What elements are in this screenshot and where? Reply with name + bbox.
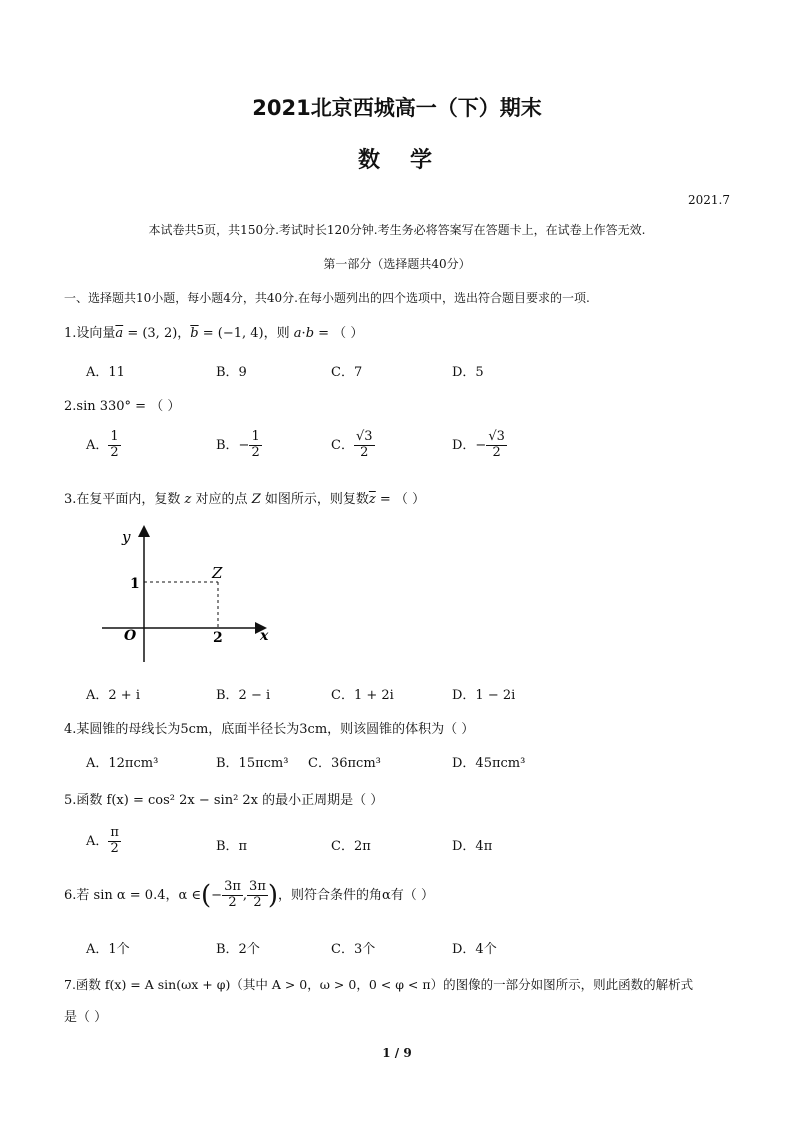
q1-stem-end: = （ ） bbox=[318, 326, 364, 341]
q1-option-c: C．7 bbox=[331, 365, 363, 380]
q5-option-b: B．π bbox=[216, 839, 248, 854]
x-axis-label: x bbox=[260, 628, 269, 644]
question-3-stem: 3.在复平面内，复数 z 对应的点 Z 如图所示，则复数$\overline{z}$ = （ ） bbox=[64, 492, 426, 507]
page-number: 1 / 9 bbox=[382, 1046, 412, 1060]
q1-option-b: B．9 bbox=[216, 365, 247, 380]
exam-title: 2021北京西城高一（下）期末 bbox=[252, 96, 542, 120]
q5-option-a: A． $\frac{\pi}{2}$ bbox=[86, 825, 119, 856]
q5-option-d: D．4π bbox=[452, 839, 493, 854]
q6-option-a: A．1个 bbox=[86, 942, 130, 957]
q1-option-a: A．11 bbox=[86, 365, 125, 380]
question-6-stem: 6.若 sin α = 0.4，α ∈(− $\frac{3\pi}{2}$ , $\frac{3\pi}{2}$ )，则符合条件的角α有（ ） bbox=[64, 879, 434, 911]
question-4-stem: 4.某圆锥的母线长为5cm，底面半径长为3cm，则该圆锥的体积为（ ） bbox=[64, 722, 475, 737]
q2-option-b: B．− $\frac{1}{2}$ bbox=[216, 429, 260, 460]
question-2-stem: 2.sin 330° = （ ） bbox=[64, 399, 181, 414]
subject-title: 数 学 bbox=[357, 148, 436, 173]
q1-option-d: D．5 bbox=[452, 365, 484, 380]
question-1-stem: 1.设向量$\overline{a} = (3$, 2)，$\overline{b} = (-1$, 4)，则 a·b = （ ） bbox=[64, 326, 364, 341]
exam-instructions: 本试卷共5页，共150分.考试时长120分钟.考生务必将答案写在答题卡上，在试卷上作答无效. bbox=[148, 223, 646, 237]
q1-stem-b: = (−1, 4)，则 bbox=[202, 326, 290, 341]
q2-option-c: C． $\frac{√3}{2}$ bbox=[331, 429, 373, 460]
part-heading: 第一部分（选择题共40分） bbox=[323, 257, 471, 271]
q4-option-b: B．15πcm³ bbox=[216, 756, 289, 771]
q3-option-c: C．1 + 2i bbox=[331, 688, 394, 703]
q2-option-d: D．− $\frac{√3}{2}$ bbox=[452, 429, 505, 460]
q4-option-d: D．45πcm³ bbox=[452, 756, 526, 771]
q3-option-b: B．2 − i bbox=[216, 688, 271, 703]
point-z-label: Z bbox=[212, 564, 223, 582]
y-tick-label: 1 bbox=[130, 576, 140, 592]
q5-option-c: C．2π bbox=[331, 839, 371, 854]
q6-option-d: D．4个 bbox=[452, 942, 497, 957]
section-heading: 一、选择题共10小题，每小题4分，共40分.在每小题列出的四个选项中，选出符合题目要求的一项. bbox=[64, 291, 590, 305]
q2-option-a: A． $\frac{1}{2}$ bbox=[86, 429, 119, 460]
question-5-stem: 5.函数 f(x) = cos² 2x − sin² 2x 的最小正周期是（ ） bbox=[64, 793, 384, 808]
q3-option-d: D．1 − 2i bbox=[452, 688, 516, 703]
exam-date: 2021.7 bbox=[688, 193, 730, 207]
question-7-stem-line1: 7.函数 f(x) = A sin(ωx + φ)（其中 A > 0，ω > 0，0 < φ < π）的图像的一部分如图所示，则此函数的解析式 bbox=[64, 977, 694, 992]
x-tick-label: 2 bbox=[213, 630, 223, 646]
q4-option-a: A．12πcm³ bbox=[86, 756, 159, 771]
q1-stem-a: = (3, 2)， bbox=[127, 326, 191, 341]
q4-option-c: C．36πcm³ bbox=[308, 756, 381, 771]
origin-label: O bbox=[124, 628, 137, 644]
q6-option-b: B．2个 bbox=[216, 942, 260, 957]
complex-plane-figure bbox=[96, 520, 286, 670]
q3-option-a: A．2 + i bbox=[86, 688, 140, 703]
q1-stem-pre: 1.设向量 bbox=[64, 326, 116, 341]
question-7-stem-line2: 是（ ） bbox=[64, 1010, 108, 1025]
y-axis-label: y bbox=[122, 528, 131, 546]
q6-option-c: C．3个 bbox=[331, 942, 376, 957]
